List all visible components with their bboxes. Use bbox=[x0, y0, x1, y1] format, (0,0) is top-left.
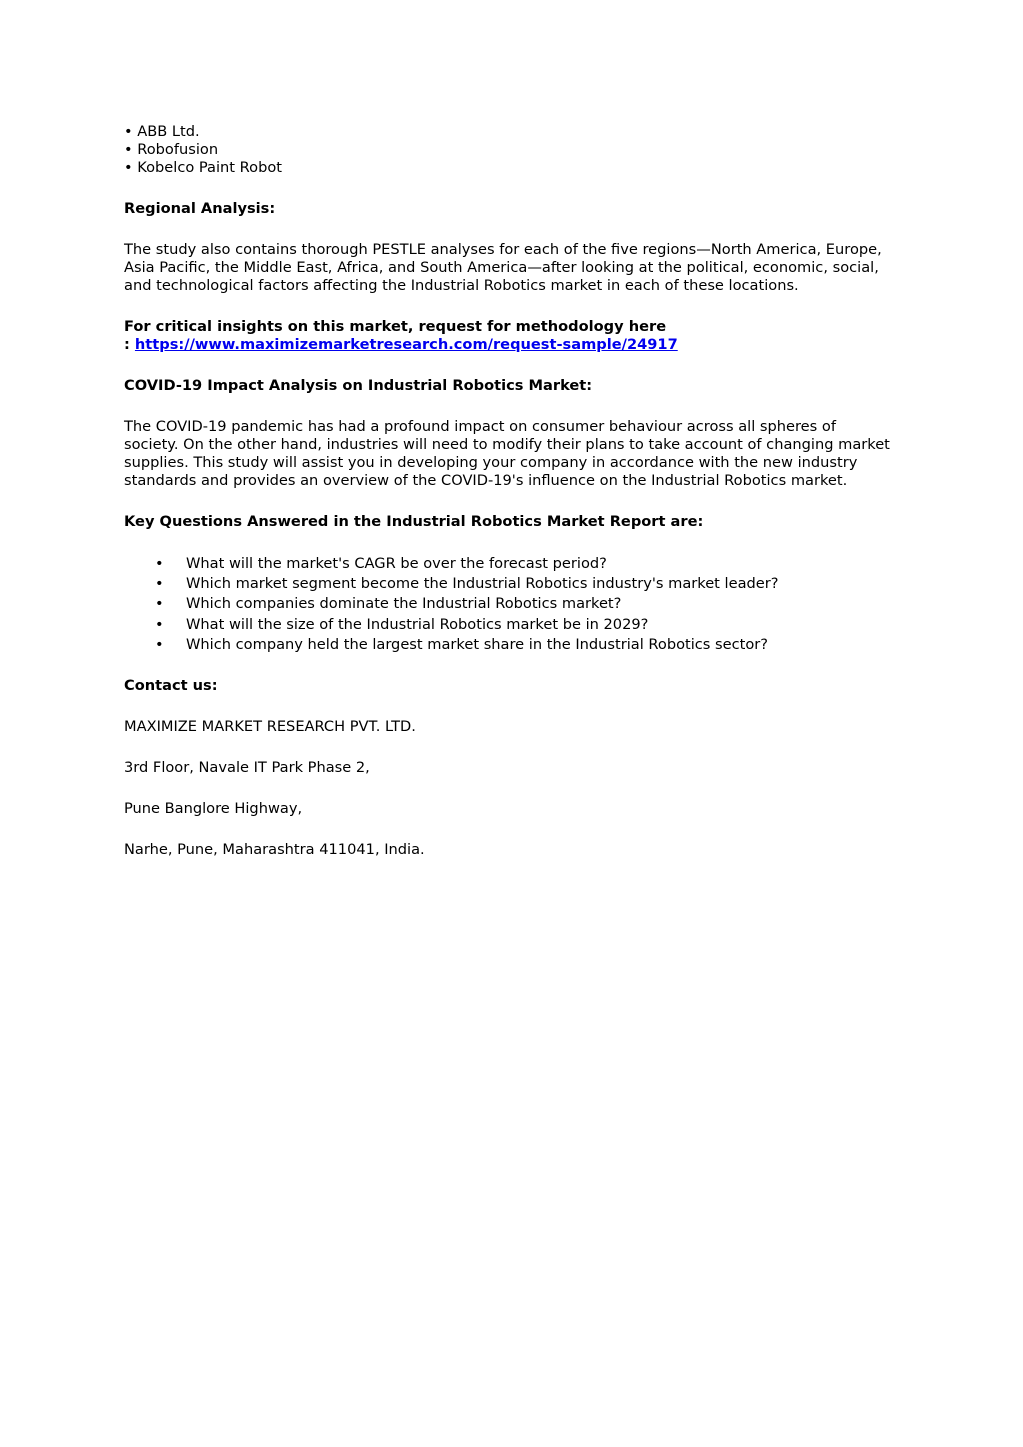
list-item bbox=[124, 615, 914, 635]
question-text: Which company held the largest market share in the Industrial Robotics sector? bbox=[186, 635, 769, 653]
request-sample-link[interactable]: https://www.maximizemarketresearch.com/request-sample/24917 bbox=[134, 336, 678, 353]
bullet-icon: • bbox=[155, 635, 164, 653]
bullet-icon: • bbox=[155, 555, 164, 572]
key-questions-heading: Key Questions Answered in the Industrial Robotics Market Report are: bbox=[124, 513, 704, 530]
question-text: Which companies dominate the Industrial Robotics market? bbox=[186, 595, 622, 613]
company-list-item: • Kobelco Paint Robot bbox=[124, 159, 282, 176]
contact-address-line: Pune Banglore Highway, bbox=[124, 800, 303, 818]
bullet-icon: • bbox=[155, 575, 164, 593]
cta-prefix: : bbox=[124, 336, 135, 353]
company-list bbox=[124, 123, 914, 177]
contact-address-line: 3rd Floor, Navale IT Park Phase 2, bbox=[124, 759, 370, 777]
paragraph-line: standards and provides an overview of the COVID-19's influence on the Industrial Robotics market. bbox=[124, 472, 848, 489]
regional-analysis-paragraph bbox=[124, 241, 914, 295]
bullet-icon: • bbox=[155, 595, 164, 613]
question-text: What will the size of the Industrial Robotics market be in 2029? bbox=[186, 615, 649, 633]
list-item bbox=[124, 554, 914, 574]
question-text: What will the market's CAGR be over the forecast period? bbox=[186, 555, 607, 572]
paragraph-line: Asia Pacific, the Middle East, Africa, and South America—after looking at the political, economic, social, bbox=[124, 259, 879, 276]
bullet-icon: • bbox=[155, 615, 164, 633]
methodology-cta bbox=[124, 318, 914, 354]
regional-analysis-heading: Regional Analysis: bbox=[124, 200, 276, 217]
paragraph-line: The COVID-19 pandemic has had a profound impact on consumer behaviour across all spheres of bbox=[124, 418, 836, 435]
key-questions-list bbox=[124, 554, 914, 655]
cta-text: For critical insights on this market, request for methodology here bbox=[124, 318, 667, 335]
contact-company: MAXIMIZE MARKET RESEARCH PVT. LTD. bbox=[124, 718, 416, 736]
document-page bbox=[124, 123, 914, 859]
list-item bbox=[124, 594, 914, 614]
covid-impact-heading: COVID-19 Impact Analysis on Industrial Robotics Market: bbox=[124, 377, 593, 394]
paragraph-line: society. On the other hand, industries will need to modify their plans to take account of changing market bbox=[124, 436, 890, 453]
paragraph-line: supplies. This study will assist you in developing your company in accordance with the new industry bbox=[124, 454, 858, 471]
question-text: Which market segment become the Industrial Robotics industry's market leader? bbox=[186, 575, 779, 593]
list-item bbox=[124, 635, 914, 655]
paragraph-line: and technological factors affecting the Industrial Robotics market in each of these locations. bbox=[124, 277, 799, 294]
cta-link-line bbox=[124, 336, 914, 354]
list-item bbox=[124, 574, 914, 594]
company-list-item: • ABB Ltd. bbox=[124, 123, 200, 140]
paragraph-line: The study also contains thorough PESTLE analyses for each of the five regions—North America, Europe, bbox=[124, 241, 882, 258]
company-list-item: • Robofusion bbox=[124, 141, 219, 158]
covid-impact-paragraph bbox=[124, 418, 914, 490]
contact-heading: Contact us: bbox=[124, 677, 218, 695]
contact-address-line: Narhe, Pune, Maharashtra 411041, India. bbox=[124, 841, 425, 859]
